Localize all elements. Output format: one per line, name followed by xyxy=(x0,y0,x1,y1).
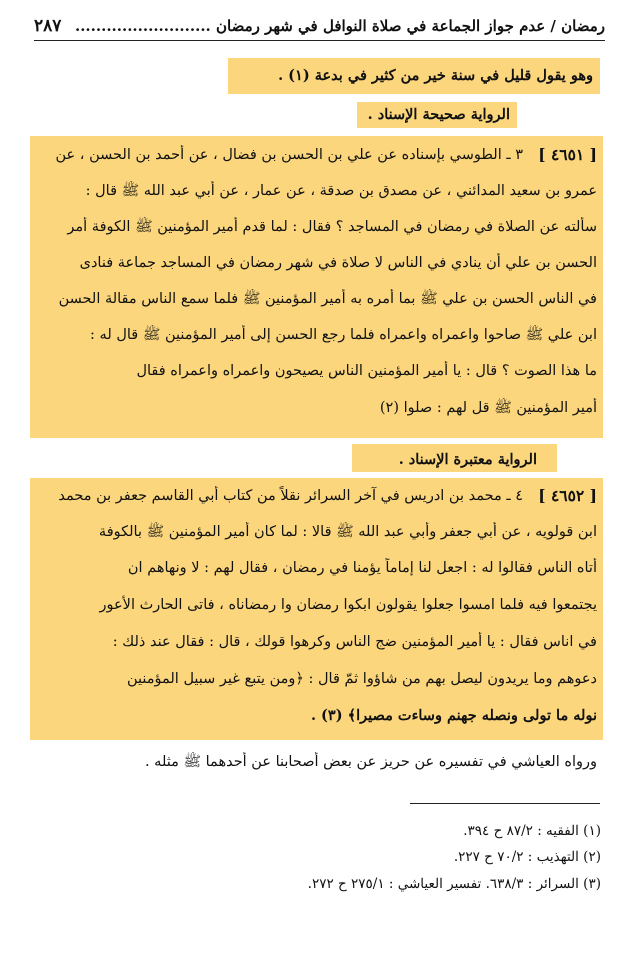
footnote: (١) الفقيه : ٨٧/٢ ح ٣٩٤. xyxy=(463,823,601,839)
hadith-1-line: عمرو بن سعيد المدائني ، عن مصدق بن صدقة ، عن عمار ، عن أبي عبد الله ﷺ قال : xyxy=(85,183,597,199)
closing-line: ورواه العياشي في تفسيره عن حريز عن بعض أصحابنا عن أحدهما ﷺ مثله . xyxy=(144,754,597,770)
hadith-2-line: يجتمعوا فيه فلما امسوا جعلوا يقولون ابكوا رمضان وا رمضاناه ، فاتى الحارث الأعور xyxy=(99,597,597,613)
footnote: (٣) السرائر : ٦٣٨/٣. تفسير العياشي : ٢٧٥/١ ح ٢٧٢. xyxy=(307,876,601,892)
hadith-1-line: في الناس الحسن بن علي ﷺ بما أمره به أمير المؤمنين ﷺ فلما سمع الناس مقالة الحسن xyxy=(58,291,597,307)
hadith-2-line: ٤ ـ محمد بن ادريس في آخر السرائر نقلاً من كتاب أبي القاسم جعفر بن محمد xyxy=(58,488,523,504)
hadith-2-number: [ ٤٦٥٢ ] xyxy=(538,486,597,505)
hadith-1-line: ٣ ـ الطوسي بإسناده عن علي بن الحسن بن فضال ، عن أحمد بن الحسن ، عن xyxy=(55,147,523,163)
running-title: رمضان / عدم جواز الجماعة في صلاة النوافل في شهر رمضان .......................... xyxy=(74,17,605,35)
hadith-1-line: أمير المؤمنين ﷺ قل لهم : صلوا (٢) xyxy=(379,400,597,416)
verdict-2: الرواية معتبرة الإسناد . xyxy=(398,451,537,468)
hadith-2-line: في اناس فقال : يا أمير المؤمنين ضج الناس وكرهوا قولك ، قال : فقال عند ذلك : xyxy=(112,634,597,650)
running-header xyxy=(34,14,605,38)
hadith-1-line: ما هذا الصوت ؟ قال : يا أمير المؤمنين الناس يصيحون واعمراه واعمراه فقال xyxy=(136,363,597,379)
hadith-1-line: الحسن بن علي أن ينادي في الناس لا صلاة في شهر رمضان في المساجد جماعة فنادى xyxy=(79,255,597,271)
hadith-1-line: سألته عن الصلاة في رمضان في المساجد ؟ فقال : لما قدم أمير المؤمنين ﷺ الكوفة أمر xyxy=(67,219,597,235)
hadith-2-line: أتاه الناس فقالوا له : اجعل لنا إماماً يؤمنا في رمضان ، فقال لهم : لا ونهاهم ان xyxy=(127,560,597,576)
hadith-2-line: نوله ما تولى ونصله جهنم وساءت مصيرا﴾ (٣) . xyxy=(310,707,597,724)
hadith-1-line: ابن علي ﷺ صاحوا واعمراه واعمراه فلما رجع الحسن إلى أمير المؤمنين ﷺ قال له : xyxy=(90,327,597,343)
intro-line: وهو يقول قليل في سنة خير من كثير في بدعة (١) . xyxy=(278,67,593,84)
hadith-2-line: دعوهم وما يريدون ليصل بهم من شاؤوا ثمّ قال : ﴿ومن يتبع غير سبيل المؤمنين xyxy=(126,671,597,687)
verdict-1: الرواية صحيحة الإسناد . xyxy=(367,106,510,123)
header-rule xyxy=(34,40,605,41)
footnote-rule xyxy=(410,803,600,804)
page-number: ٢٨٧ xyxy=(34,16,62,36)
footnote: (٢) التهذيب : ٧٠/٢ ح ٢٢٧. xyxy=(453,849,601,865)
hadith-1-number: [ ٤٦٥١ ] xyxy=(538,145,597,164)
hadith-2-line: ابن قولويه ، عن أبي جعفر وأبي عبد الله ﷺ قالا : لما كان أمير المؤمنين ﷺ بالكوفة xyxy=(98,524,597,540)
